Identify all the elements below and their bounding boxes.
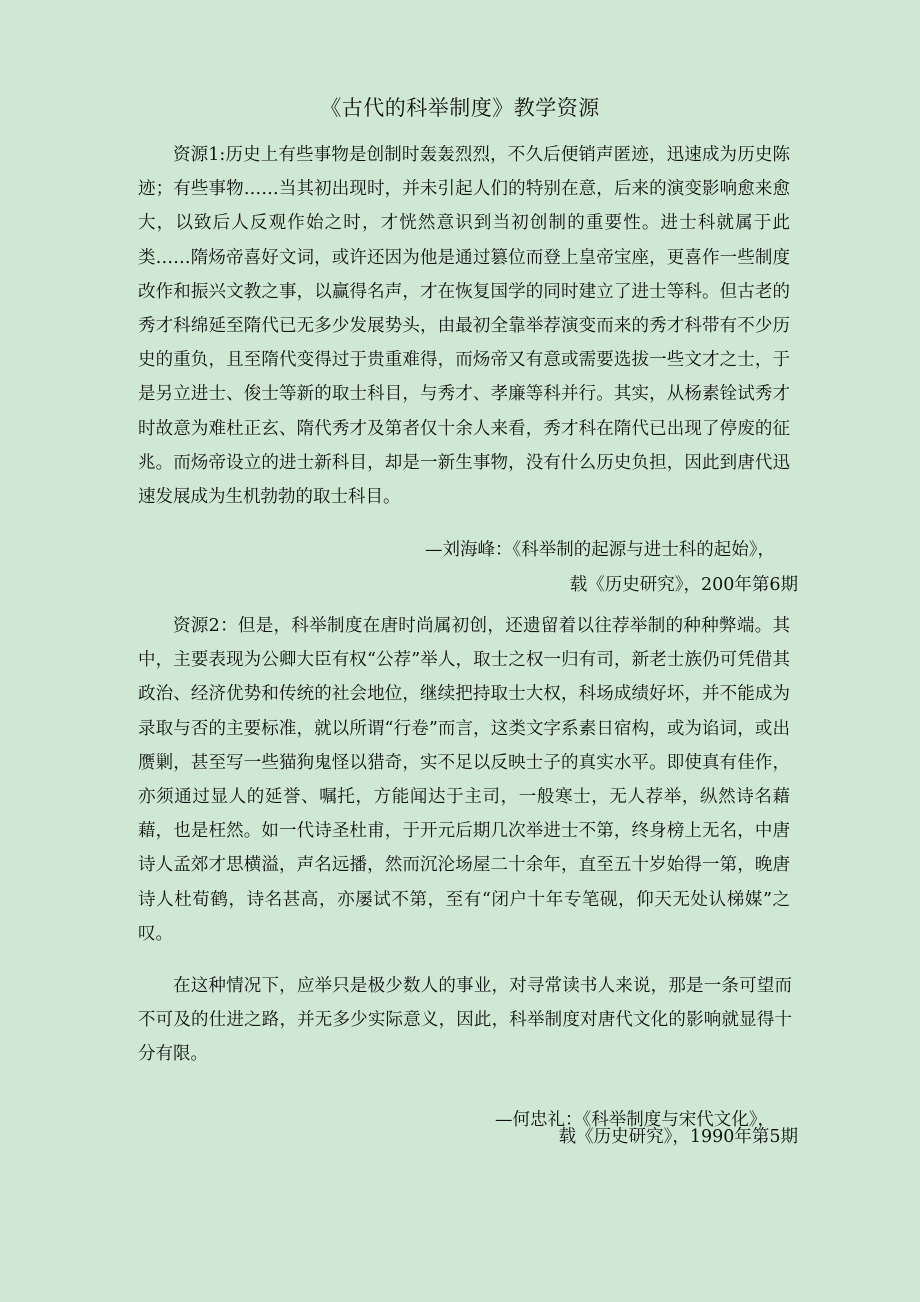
resource-2-paragraph: 资源2：但是，科举制度在唐时尚属初创，还遗留着以往荐举制的种种弊端。其中，主要表现为公卿大臣有权“公荐”举人，取士之权一归有司，新老士族仍可凭借其政治、经济优势和传统的社会地位，继续把持取士大权，科场成绩好坏，并不能成为录取与否的主要标准，就以所谓“行卷”而言，这类文字系素日宿构，或为谄词，或出赝剿，甚至写一些猫狗鬼怪以猎奇，实不足以反映士子的真实水平。即使真有佳作，亦须通过显人的延誉、嘱托，方能闻达于主司，一般寒士，无人荐举，纵然诗名藉藉，也是枉然。如一代诗圣杜甫，于开元后期几次举进士不第，终身榜上无名，中唐诗人孟郊才思横溢，声名远播，然而沉沦场屋二十余年，直至五十岁始得一第，晚唐诗人杜荀鹤，诗名甚高，亦屡试不第，至有“闭户十年专笔砚，仰天无处认梯媒”之叹。 — [138, 616, 790, 944]
resource-2-citation-author: —何忠礼：《科举制度与宋代文化》， — [495, 1110, 775, 1130]
resource-2-paragraph-2: 在这种情况下，应举只是极少数人的事业，对寻常读书人来说，那是一条可望而不可及的仕进之路，并无多少实际意义，因此，科举制度对唐代文化的影响就显得十分有限。 — [138, 976, 792, 1065]
resource-2-citation-source: 载《历史研究》，1990年第5期 — [558, 1127, 798, 1147]
resource-1-citation-author: —刘海峰：《科举制的起源与进士科的起始》， — [425, 540, 775, 560]
document-title: 《古代的科举制度》教学资源 — [320, 96, 600, 120]
resource-1-citation-source: 载《历史研究》，200年第6期 — [569, 575, 798, 595]
resource-1-paragraph: 资源1:历史上有些事物是创制时轰轰烈烈，不久后便销声匿迹，迅速成为历史陈迹；有些事物……当其初出现时，并未引起人们的特别在意，后来的演变影响愈来愈大，以致后人反观作始之时，才恍然意识到当初创制的重要性。进士科就属于此类……隋炀帝喜好文词，或许还因为他是通过篡位而登上皇帝宝座，更喜作一些制度改作和振兴文教之事，以赢得名声，才在恢复国学的同时建立了进士等科。但古老的秀才科绵延至隋代已无多少发展势头，由最初全靠举荐演变而来的秀才科带有不少历史的重负，且至隋代变得过于贵重难得，而炀帝又有意或需要选拔一些文才之士，于是另立进士、俊士等新的取士科目，与秀才、孝廉等科并行。其实，从杨素铨试秀才时故意为难杜正玄、隋代秀才及第者仅十余人来看，秀才科在隋代已出现了停废的征兆。而炀帝设立的进士新科目，却是一新生事物，没有什么历史负担，因此到唐代迅速发展成为生机勃勃的取士科目。 — [138, 145, 790, 508]
